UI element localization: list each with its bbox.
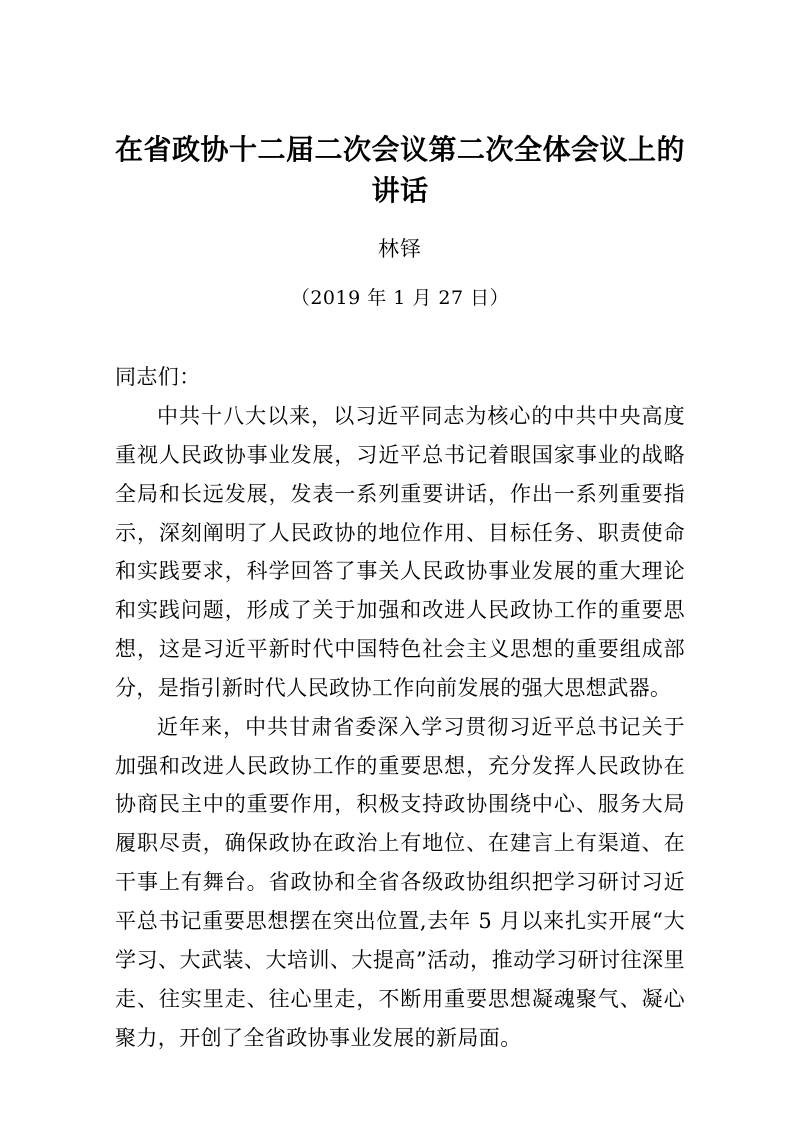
document-content — [115, 0, 685, 1057]
salutation: 同志们： — [115, 365, 201, 390]
body-paragraph: 中共十八大以来，以习近平同志为核心的中共中央高度重视人民政协事业发展，习近平总书记着眼国家事业的战略全局和长远发展，发表一系列重要讲话，作出一系列重要指示，深刻阐明了人民政协的地位作用、目标任务、职责使命和实践要求，科学回答了事关人民政协事业发展的重大理论和实践问题，形成了关于加强和改进人民政协工作的重要思想，这是习近平新时代中国特色社会主义思想的重要组成部分，是指引新时代人民政协工作向前发展的强大思想武器。 — [115, 404, 685, 700]
document-body — [115, 358, 685, 1057]
page-title: 在省政协十二届二次会议第二次全体会议上的讲话 — [115, 133, 686, 207]
document-date: （2019 年 1 月 27 日） — [290, 287, 510, 310]
document-author: 林铎 — [378, 237, 422, 262]
body-paragraph: 近年来，中共甘肃省委深入学习贯彻习近平总书记关于加强和改进人民政协工作的重要思想，充分发挥人民政协在协商民主中的重要作用，积极支持政协围绕中心、服务大局履职尽责，确保政协在政治上有地位、在建言上有渠道、在干事上有舞台。省政协和全省各级政协组织把学习研讨习近平总书记重要思想摆在突出位置,去年 5 月以来扎实开展“大学习、大武装、大培训、大提高”活动，推动学习研讨往深里走、往实里走、往心里走，不断用重要思想凝魂聚气、凝心聚力，开创了全省政协事业发展的新局面。 — [115, 714, 685, 1050]
